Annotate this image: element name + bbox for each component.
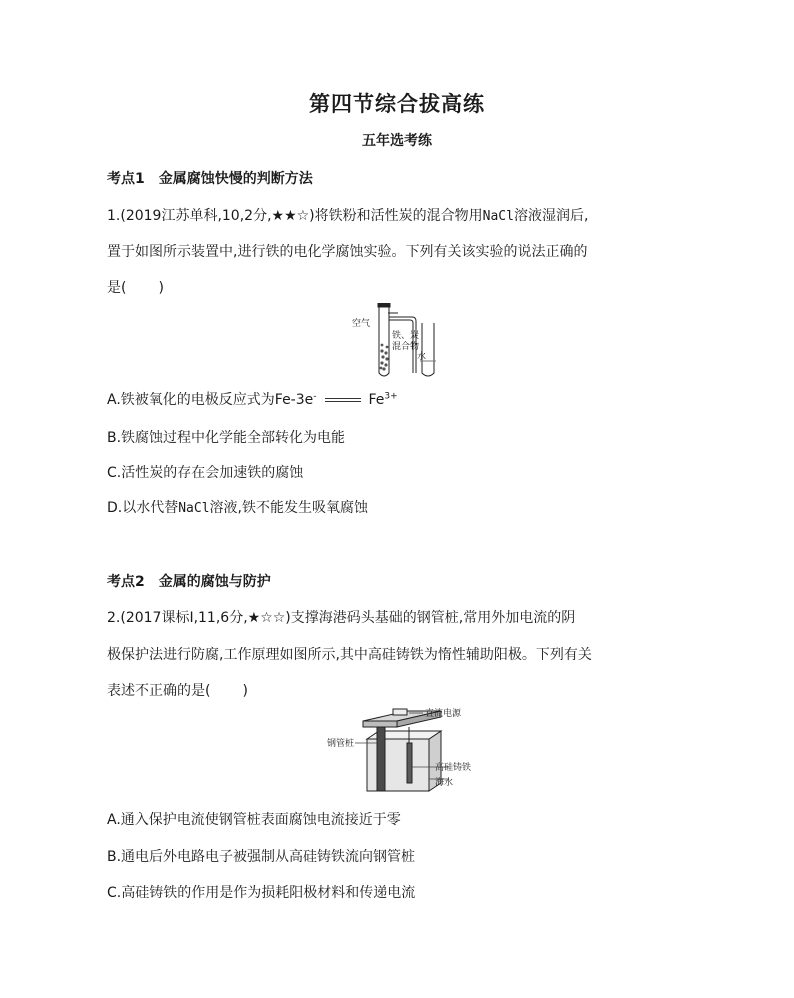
q2-option-b: B.通电后外电路电子被强制从高硅铸铁流向钢管桩 <box>107 849 416 865</box>
tank-front <box>367 739 429 791</box>
page-subtitle: 五年选考练 <box>362 133 432 149</box>
label-seawater: 海水 <box>435 778 454 788</box>
q2-paren-open: 表述不正确的是( <box>107 683 211 699</box>
stopper-icon <box>378 303 390 307</box>
q1-paren-open: 是( <box>107 280 127 296</box>
q1-option-a-charge: 3+ <box>384 391 398 402</box>
q1-option-d-end: 溶液,铁不能发生吸氧腐蚀 <box>209 500 368 516</box>
q1-option-d <box>107 497 368 517</box>
q1-option-a-text: A.铁被氧化的电极反应式为Fe-3e <box>107 392 314 408</box>
section-2-heading <box>107 571 271 591</box>
label-dc-source: 直流电源 <box>425 709 462 719</box>
q1-option-c: C.活性炭的存在会加速铁的腐蚀 <box>107 465 304 481</box>
q1-option-a <box>107 389 398 409</box>
section-1-heading <box>107 168 313 188</box>
tube-right <box>422 323 434 376</box>
q1-option-a-sup: - <box>313 391 317 402</box>
label-air: 空气 <box>352 319 371 329</box>
q2-apparatus-figure <box>325 707 475 797</box>
silicon-iron <box>407 743 412 783</box>
q1-option-a-product: Fe <box>368 392 385 408</box>
q1-line-1-end: 溶液湿润后, <box>513 208 589 224</box>
q1-line-2: 置于如图所示装置中,进行铁的电化学腐蚀实验。下列有关该实验的说法正确的 <box>107 244 588 260</box>
section-2-label: 金属的腐蚀与防护 <box>158 574 271 590</box>
label-mix-1: 铁、炭 <box>392 331 420 341</box>
equals-sign-icon <box>325 397 361 403</box>
q1-line-3 <box>107 277 164 297</box>
label-steel-pile: 钢管桩 <box>327 739 355 749</box>
steel-pile <box>377 727 385 791</box>
q2-paren-close: ) <box>242 683 248 699</box>
label-mix-2: 混合物 <box>392 342 420 352</box>
q2-option-c: C.高硅铸铁的作用是作为损耗阳极材料和传递电流 <box>107 885 416 901</box>
label-silicon-iron: 高硅铸铁 <box>435 763 472 773</box>
q2-line-1: 2.(2017课标Ⅰ,11,6分,★☆☆)支撑海港码头基础的钢管桩,常用外加电流的阴 <box>107 610 576 626</box>
section-1-number: 考点1 <box>107 171 145 187</box>
q1-paren-close: ) <box>158 280 164 296</box>
tube-left <box>379 307 389 376</box>
q2-option-a: A.通入保护电流使钢管桩表面腐蚀电流接近于零 <box>107 812 401 828</box>
label-water: 水 <box>417 352 427 362</box>
dc-source-icon <box>393 709 407 715</box>
q1-option-d-text: D.以水代替 <box>107 500 179 516</box>
q1-chem-nacl: NaCl <box>482 209 514 224</box>
q2-line-2: 极保护法进行防腐,工作原理如图所示,其中高硅铸铁为惰性辅助阳极。下列有关 <box>107 647 592 663</box>
mixture-dots <box>380 344 389 371</box>
platform-front <box>363 721 397 727</box>
q1-line-1 <box>107 205 588 225</box>
q1-option-d-chem: NaCl <box>178 501 210 516</box>
q1-option-b: B.铁腐蚀过程中化学能全部转化为电能 <box>107 430 346 446</box>
q2-line-3 <box>107 680 248 700</box>
page-title: 第四节综合拔高练 <box>309 91 485 116</box>
section-2-number: 考点2 <box>107 574 145 590</box>
q1-apparatus-figure <box>350 303 450 381</box>
section-1-label: 金属腐蚀快慢的判断方法 <box>158 171 313 187</box>
q1-line-1-text: 1.(2019江苏单科,10,2分,★★☆)将铁粉和活性炭的混合物用 <box>107 208 483 224</box>
